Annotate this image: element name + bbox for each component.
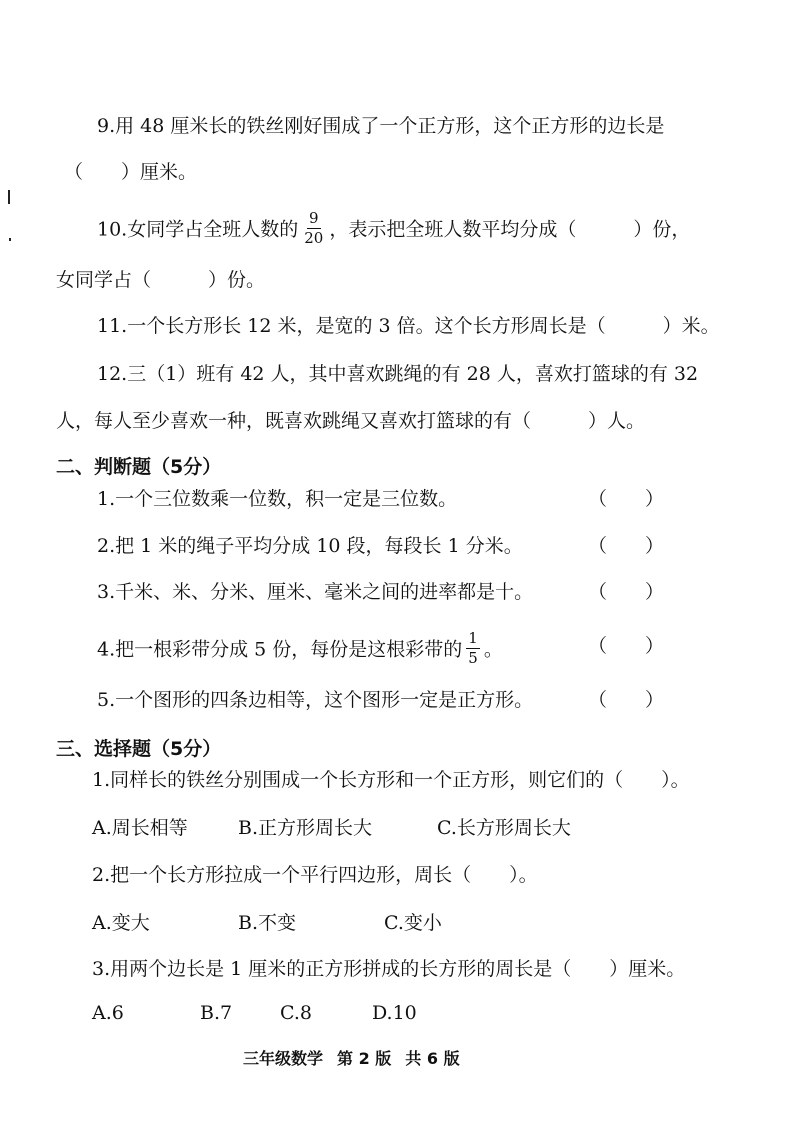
question-10-continued: 女同学占（ ）份。: [56, 269, 266, 291]
question-12-continued: 人，每人至少喜欢一种，既喜欢跳绳又喜欢打篮球的有（ ）人。: [56, 410, 646, 432]
footer-subject: 三年级数学: [243, 1049, 324, 1068]
fraction-denominator: 20: [304, 229, 324, 247]
question-9-continued: （ ）厘米。: [64, 161, 198, 183]
question-10-text-a: 10.女同学占全班人数的: [97, 218, 299, 241]
choice-question-2: 2.把一个长方形拉成一个平行四边形，周长（ ）。: [92, 864, 538, 886]
section-judge-heading: 二、判断题（5分）: [56, 456, 222, 478]
fraction-1-5: [466, 630, 480, 667]
question-9: 9.用 48 厘米长的铁丝刚好围成了一个正方形，这个正方形的边长是: [97, 115, 665, 137]
question-11: 11.一个长方形长 12 米，是宽的 3 倍。这个长方形周长是（ ）米。: [97, 315, 720, 337]
choice-1-option-c[interactable]: C.长方形周长大: [437, 817, 571, 839]
footer-page-number: 第 2 版: [337, 1049, 392, 1068]
fraction-9-20: [302, 210, 325, 247]
choice-3-option-a[interactable]: A.6: [92, 1002, 124, 1024]
choice-2-option-a[interactable]: A.变大: [92, 912, 150, 934]
judge-item-4-text: 4.把一根彩带分成 5 份，每份是这根彩带的: [97, 638, 463, 661]
fraction-numerator: 1: [468, 629, 478, 647]
choice-3-option-b[interactable]: B.7: [200, 1002, 233, 1024]
question-10-text-b: ，表示把全班人数平均分成（ ）份，: [329, 218, 691, 241]
judge-answer-blank-3[interactable]: （ ）: [588, 581, 665, 603]
question-12: 12.三（1）班有 42 人，其中喜欢跳绳的有 28 人，喜欢打篮球的有 32: [97, 363, 699, 385]
judge-item-1: 1.一个三位数乘一位数，积一定是三位数。: [97, 488, 458, 510]
page-footer: [243, 1046, 474, 1069]
fraction-numerator: 9: [308, 209, 319, 227]
scan-mark: [9, 238, 11, 241]
choice-question-1: 1.同样长的铁丝分别围成一个长方形和一个正方形，则它们的（ ）。: [92, 769, 690, 791]
question-10: [97, 209, 691, 249]
choice-1-option-b[interactable]: B.正方形周长大: [238, 817, 373, 839]
judge-answer-blank-1[interactable]: （ ）: [588, 488, 665, 510]
section-choice-heading: 三、选择题（5分）: [56, 738, 222, 760]
judge-answer-blank-4[interactable]: （ ）: [588, 635, 665, 657]
judge-answer-blank-2[interactable]: （ ）: [588, 535, 665, 557]
judge-item-3: 3.千米、米、分米、厘米、毫米之间的进率都是十。: [97, 581, 534, 603]
judge-item-5: 5.一个图形的四条边相等，这个图形一定是正方形。: [97, 689, 534, 711]
judge-answer-blank-5[interactable]: （ ）: [588, 689, 665, 711]
choice-2-option-b[interactable]: B.不变: [238, 912, 297, 934]
scan-mark: [8, 190, 10, 204]
judge-item-4-tail: 。: [483, 638, 503, 661]
fraction-denominator: 5: [468, 649, 478, 667]
choice-1-option-a[interactable]: A.周长相等: [92, 817, 188, 839]
choice-3-option-d[interactable]: D.10: [372, 1002, 417, 1024]
footer-total-pages: 共 6 版: [405, 1049, 460, 1068]
choice-3-option-c[interactable]: C.8: [280, 1002, 312, 1024]
judge-item-2: 2.把 1 米的绳子平均分成 10 段，每段长 1 分米。: [97, 535, 523, 557]
choice-question-3: 3.用两个边长是 1 厘米的正方形拼成的长方形的周长是（ ）厘米。: [92, 958, 686, 980]
judge-item-4: [97, 629, 503, 669]
choice-2-option-c[interactable]: C.变小: [384, 912, 442, 934]
